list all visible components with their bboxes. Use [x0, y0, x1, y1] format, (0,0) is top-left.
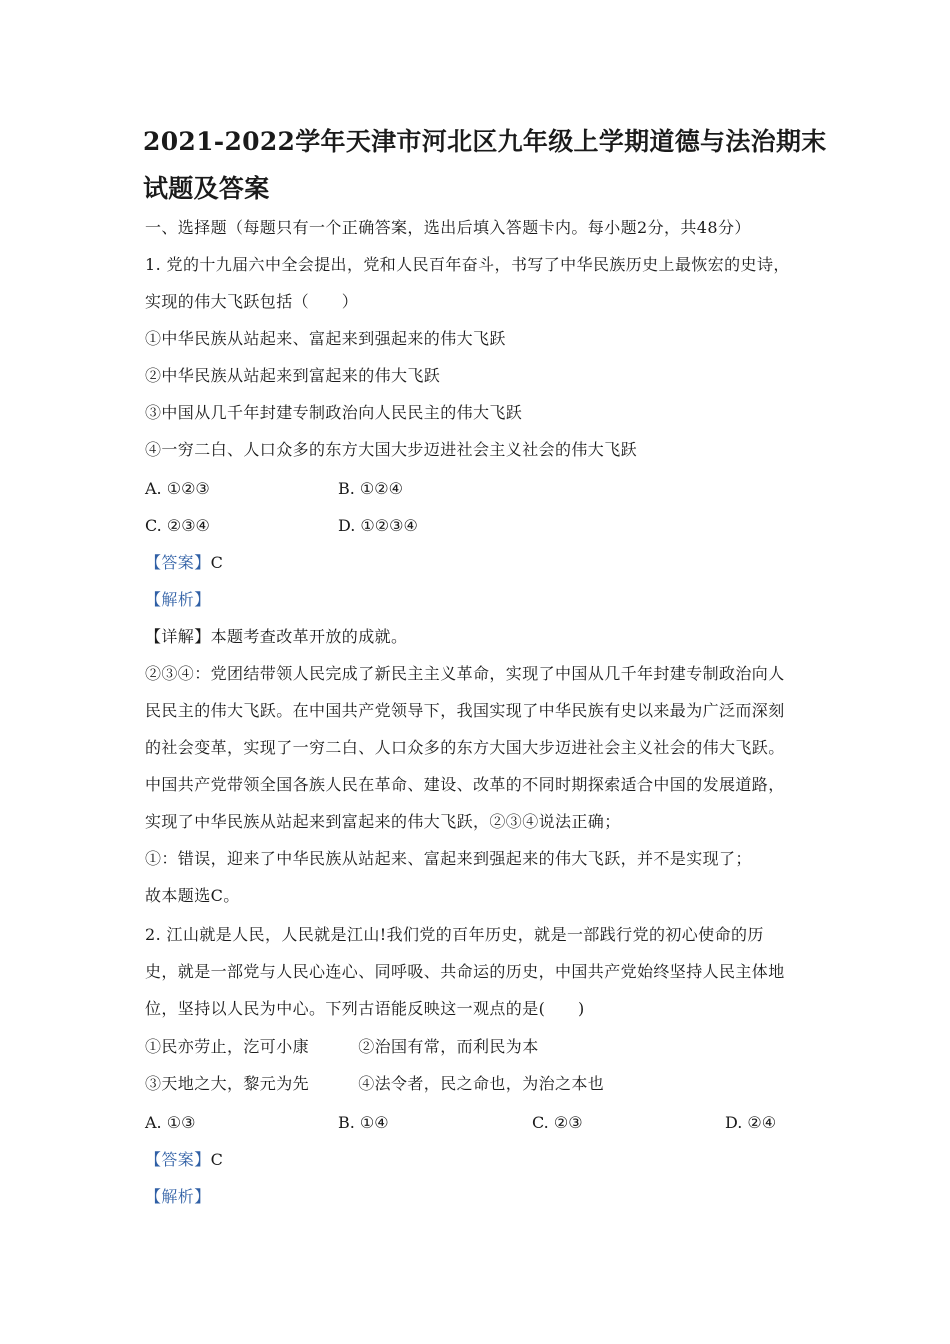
q1-explain-line-5: 实现了中华民族从站起来到富起来的伟大飞跃，②③④说法正确；: [145, 812, 621, 831]
answer-value: C: [210, 1150, 224, 1169]
q1-option-d: D. ①②③④: [338, 516, 418, 535]
q2-items-line-2: ③天地之大，黎元为先 ④法令者，民之命也，为治之本也: [145, 1074, 605, 1093]
q1-explain-line-7: 故本题选C。: [145, 886, 240, 905]
q1-explain-line-3: 的社会变革，实现了一穷二白、人口众多的东方大国大步迈进社会主义社会的伟大飞跃。: [145, 738, 785, 757]
answer-tag: 【答案】: [145, 1150, 211, 1169]
q1-item-2: ②中华民族从站起来到富起来的伟大飞跃: [145, 366, 441, 385]
detail-text: 本题考查改革开放的成就。: [210, 627, 408, 646]
document-title-line-1: 2021-2022学年天津市河北区九年级上学期道德与法治期末: [143, 127, 827, 156]
q2-answer: [145, 1148, 223, 1172]
q2-stem-line-3: 位，坚持以人民为中心。下列古语能反映这一观点的是( ): [145, 999, 585, 1018]
q1-detail: [145, 625, 407, 649]
q1-explain-line-1: ②③④：党团结带领人民完成了新民主主义革命，实现了中国从几千年封建专制政治向人: [145, 664, 785, 683]
answer-tag: 【答案】: [145, 553, 211, 572]
q1-explain-line-2: 民民主的伟大飞跃。在中国共产党领导下，我国实现了中华民族有史以来最为广泛而深刻: [145, 701, 785, 720]
answer-value: C: [210, 553, 224, 572]
q2-analysis-tag: [145, 1185, 211, 1209]
q1-item-1: ①中华民族从站起来、富起来到强起来的伟大飞跃: [145, 329, 506, 348]
q2-option-b: B. ①④: [338, 1113, 389, 1132]
q1-option-b: B. ①②④: [338, 479, 403, 498]
section-heading: 一、选择题（每题只有一个正确答案，选出后填入答题卡内。每小题2分，共48分）: [145, 218, 751, 237]
q2-option-a: A. ①③: [145, 1113, 196, 1132]
q1-analysis-tag: [145, 588, 211, 612]
q1-explain-line-4: 中国共产党带领全国各族人民在革命、建设、改革的不同时期探索适合中国的发展道路，: [145, 775, 785, 794]
analysis-tag: 【解析】: [145, 590, 211, 609]
q2-stem-line-2: 史，就是一部党与人民心连心、同呼吸、共命运的历史，中国共产党始终坚持人民主体地: [145, 962, 785, 981]
q1-stem-line-2: 实现的伟大飞跃包括（ ）: [145, 292, 359, 311]
q1-explain-line-6: ①：错误，迎来了中华民族从站起来、富起来到强起来的伟大飞跃，并不是实现了；: [145, 849, 752, 868]
q2-option-c: C. ②③: [532, 1113, 583, 1132]
q1-item-4: ④一穷二白、人口众多的东方大国大步迈进社会主义社会的伟大飞跃: [145, 440, 638, 459]
q1-option-a: A. ①②③: [145, 479, 210, 498]
detail-tag: 【详解】: [145, 627, 211, 646]
q1-item-3: ③中国从几千年封建专制政治向人民民主的伟大飞跃: [145, 403, 523, 422]
document-title-line-2: 试题及答案: [143, 174, 270, 203]
q2-stem-line-1: 2. 江山就是人民，人民就是江山!我们党的百年历史，就是一部践行党的初心使命的历: [145, 925, 764, 944]
q1-answer: [145, 551, 223, 575]
q2-items-line-1: ①民亦劳止，汔可小康 ②治国有常，而利民为本: [145, 1037, 539, 1056]
q1-stem-line-1: 1. 党的十九届六中全会提出，党和人民百年奋斗，书写了中华民族历史上最恢宏的史诗，: [145, 255, 790, 274]
q1-option-c: C. ②③④: [145, 516, 210, 535]
analysis-tag: 【解析】: [145, 1187, 211, 1206]
q2-option-d: D. ②④: [725, 1113, 777, 1132]
